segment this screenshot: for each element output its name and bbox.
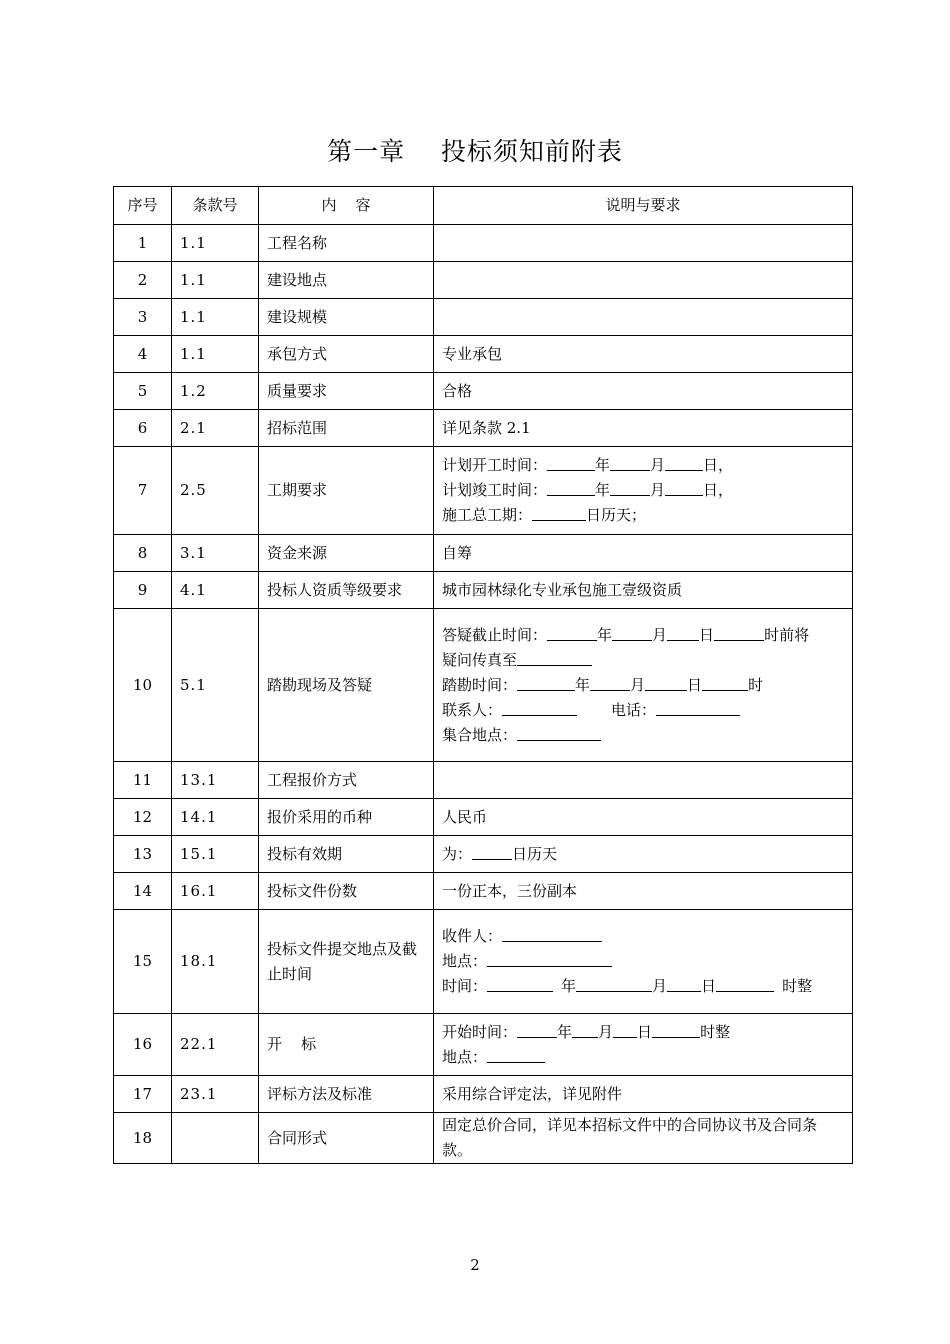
row-clause: 3.1 <box>172 535 259 572</box>
page-number: 2 <box>470 1256 480 1274</box>
row-content: 招标范围 <box>259 410 434 447</box>
row-content: 报价采用的币种 <box>259 799 434 836</box>
table-row <box>114 1014 853 1076</box>
row-content: 投标文件提交地点及截止时间 <box>259 910 434 1014</box>
row-clause: 22.1 <box>172 1014 259 1076</box>
row-content: 资金来源 <box>259 535 434 572</box>
table-row <box>114 262 853 299</box>
header-content: 内 容 <box>259 187 434 225</box>
row-clause: 1.1 <box>172 262 259 299</box>
row-content: 建设地点 <box>259 262 434 299</box>
row-clause: 16.1 <box>172 873 259 910</box>
row-content: 踏勘现场及答疑 <box>259 609 434 762</box>
header-desc: 说明与要求 <box>434 187 853 225</box>
row-content: 评标方法及标准 <box>259 1076 434 1113</box>
row-desc <box>434 225 853 262</box>
row-index: 11 <box>114 762 172 799</box>
row-index: 17 <box>114 1076 172 1113</box>
schedule-desc: 计划开工时间： 年 月 日， 计划竣工时间： 年 月 日， 施工总工期： 日历天； <box>434 447 853 535</box>
row-content: 投标有效期 <box>259 836 434 873</box>
row-content: 开 标 <box>259 1014 434 1076</box>
bid-instructions-table <box>113 186 853 1164</box>
table-row <box>114 336 853 373</box>
row-clause: 1.2 <box>172 373 259 410</box>
row-clause: 1.1 <box>172 336 259 373</box>
row-content: 合同形式 <box>259 1113 434 1164</box>
row-index: 10 <box>114 609 172 762</box>
row-clause: 18.1 <box>172 910 259 1014</box>
row-content: 建设规模 <box>259 299 434 336</box>
row-index: 16 <box>114 1014 172 1076</box>
row-content: 投标文件份数 <box>259 873 434 910</box>
row-clause: 23.1 <box>172 1076 259 1113</box>
row-content: 投标人资质等级要求 <box>259 572 434 609</box>
table-row <box>114 836 853 873</box>
table-row <box>114 910 853 1014</box>
row-clause: 2.1 <box>172 410 259 447</box>
row-index: 18 <box>114 1113 172 1164</box>
row-clause: 5.1 <box>172 609 259 762</box>
header-clause: 条款号 <box>172 187 259 225</box>
table-row <box>114 447 853 535</box>
row-desc: 城市园林绿化专业承包施工壹级资质 <box>434 572 853 609</box>
row-desc: 采用综合评定法，详见附件 <box>434 1076 853 1113</box>
row-index: 5 <box>114 373 172 410</box>
row-content: 工程报价方式 <box>259 762 434 799</box>
row-content: 工期要求 <box>259 447 434 535</box>
row-clause: 1.1 <box>172 299 259 336</box>
table-row <box>114 410 853 447</box>
header-index: 序号 <box>114 187 172 225</box>
row-clause: 1.1 <box>172 225 259 262</box>
row-desc: 自筹 <box>434 535 853 572</box>
row-index: 9 <box>114 572 172 609</box>
table-row <box>114 1113 853 1164</box>
row-index: 3 <box>114 299 172 336</box>
row-clause: 13.1 <box>172 762 259 799</box>
table-row <box>114 572 853 609</box>
row-index: 2 <box>114 262 172 299</box>
validity-desc: 为： 日历天 <box>434 836 853 873</box>
row-desc <box>434 262 853 299</box>
table-row <box>114 535 853 572</box>
table-row <box>114 873 853 910</box>
row-content: 工程名称 <box>259 225 434 262</box>
row-clause <box>172 1113 259 1164</box>
page-title: 第一章 投标须知前附表 <box>327 137 623 166</box>
row-clause: 2.5 <box>172 447 259 535</box>
row-clause: 15.1 <box>172 836 259 873</box>
table-row <box>114 799 853 836</box>
row-desc: 一份正本，三份副本 <box>434 873 853 910</box>
row-index: 7 <box>114 447 172 535</box>
row-desc: 人民币 <box>434 799 853 836</box>
table-header-row <box>114 187 853 225</box>
row-index: 8 <box>114 535 172 572</box>
row-desc <box>434 762 853 799</box>
table-row <box>114 373 853 410</box>
opening-desc: 开始时间： 年 月 日 时整 地点： <box>434 1014 853 1076</box>
row-clause: 4.1 <box>172 572 259 609</box>
row-content: 承包方式 <box>259 336 434 373</box>
row-desc: 专业承包 <box>434 336 853 373</box>
row-index: 12 <box>114 799 172 836</box>
row-desc: 固定总价合同，详见本招标文件中的合同协议书及合同条款。 <box>434 1113 853 1164</box>
row-index: 4 <box>114 336 172 373</box>
row-desc: 合格 <box>434 373 853 410</box>
site-visit-desc: 答疑截止时间： 年 月 日 时前将 疑问传真至 踏勘时间： 年 月 日 时 联系人： 电话： 集合地点： <box>434 609 853 762</box>
row-content: 质量要求 <box>259 373 434 410</box>
row-index: 13 <box>114 836 172 873</box>
table-row <box>114 762 853 799</box>
row-index: 14 <box>114 873 172 910</box>
row-clause: 14.1 <box>172 799 259 836</box>
table-row <box>114 1076 853 1113</box>
table-row <box>114 609 853 762</box>
table-row <box>114 299 853 336</box>
row-index: 6 <box>114 410 172 447</box>
row-desc <box>434 299 853 336</box>
row-index: 15 <box>114 910 172 1014</box>
submission-desc: 收件人： 地点： 时间： 年 月 日 时整 <box>434 910 853 1014</box>
row-desc: 详见条款 2.1 <box>434 410 853 447</box>
row-index: 1 <box>114 225 172 262</box>
table-row <box>114 225 853 262</box>
